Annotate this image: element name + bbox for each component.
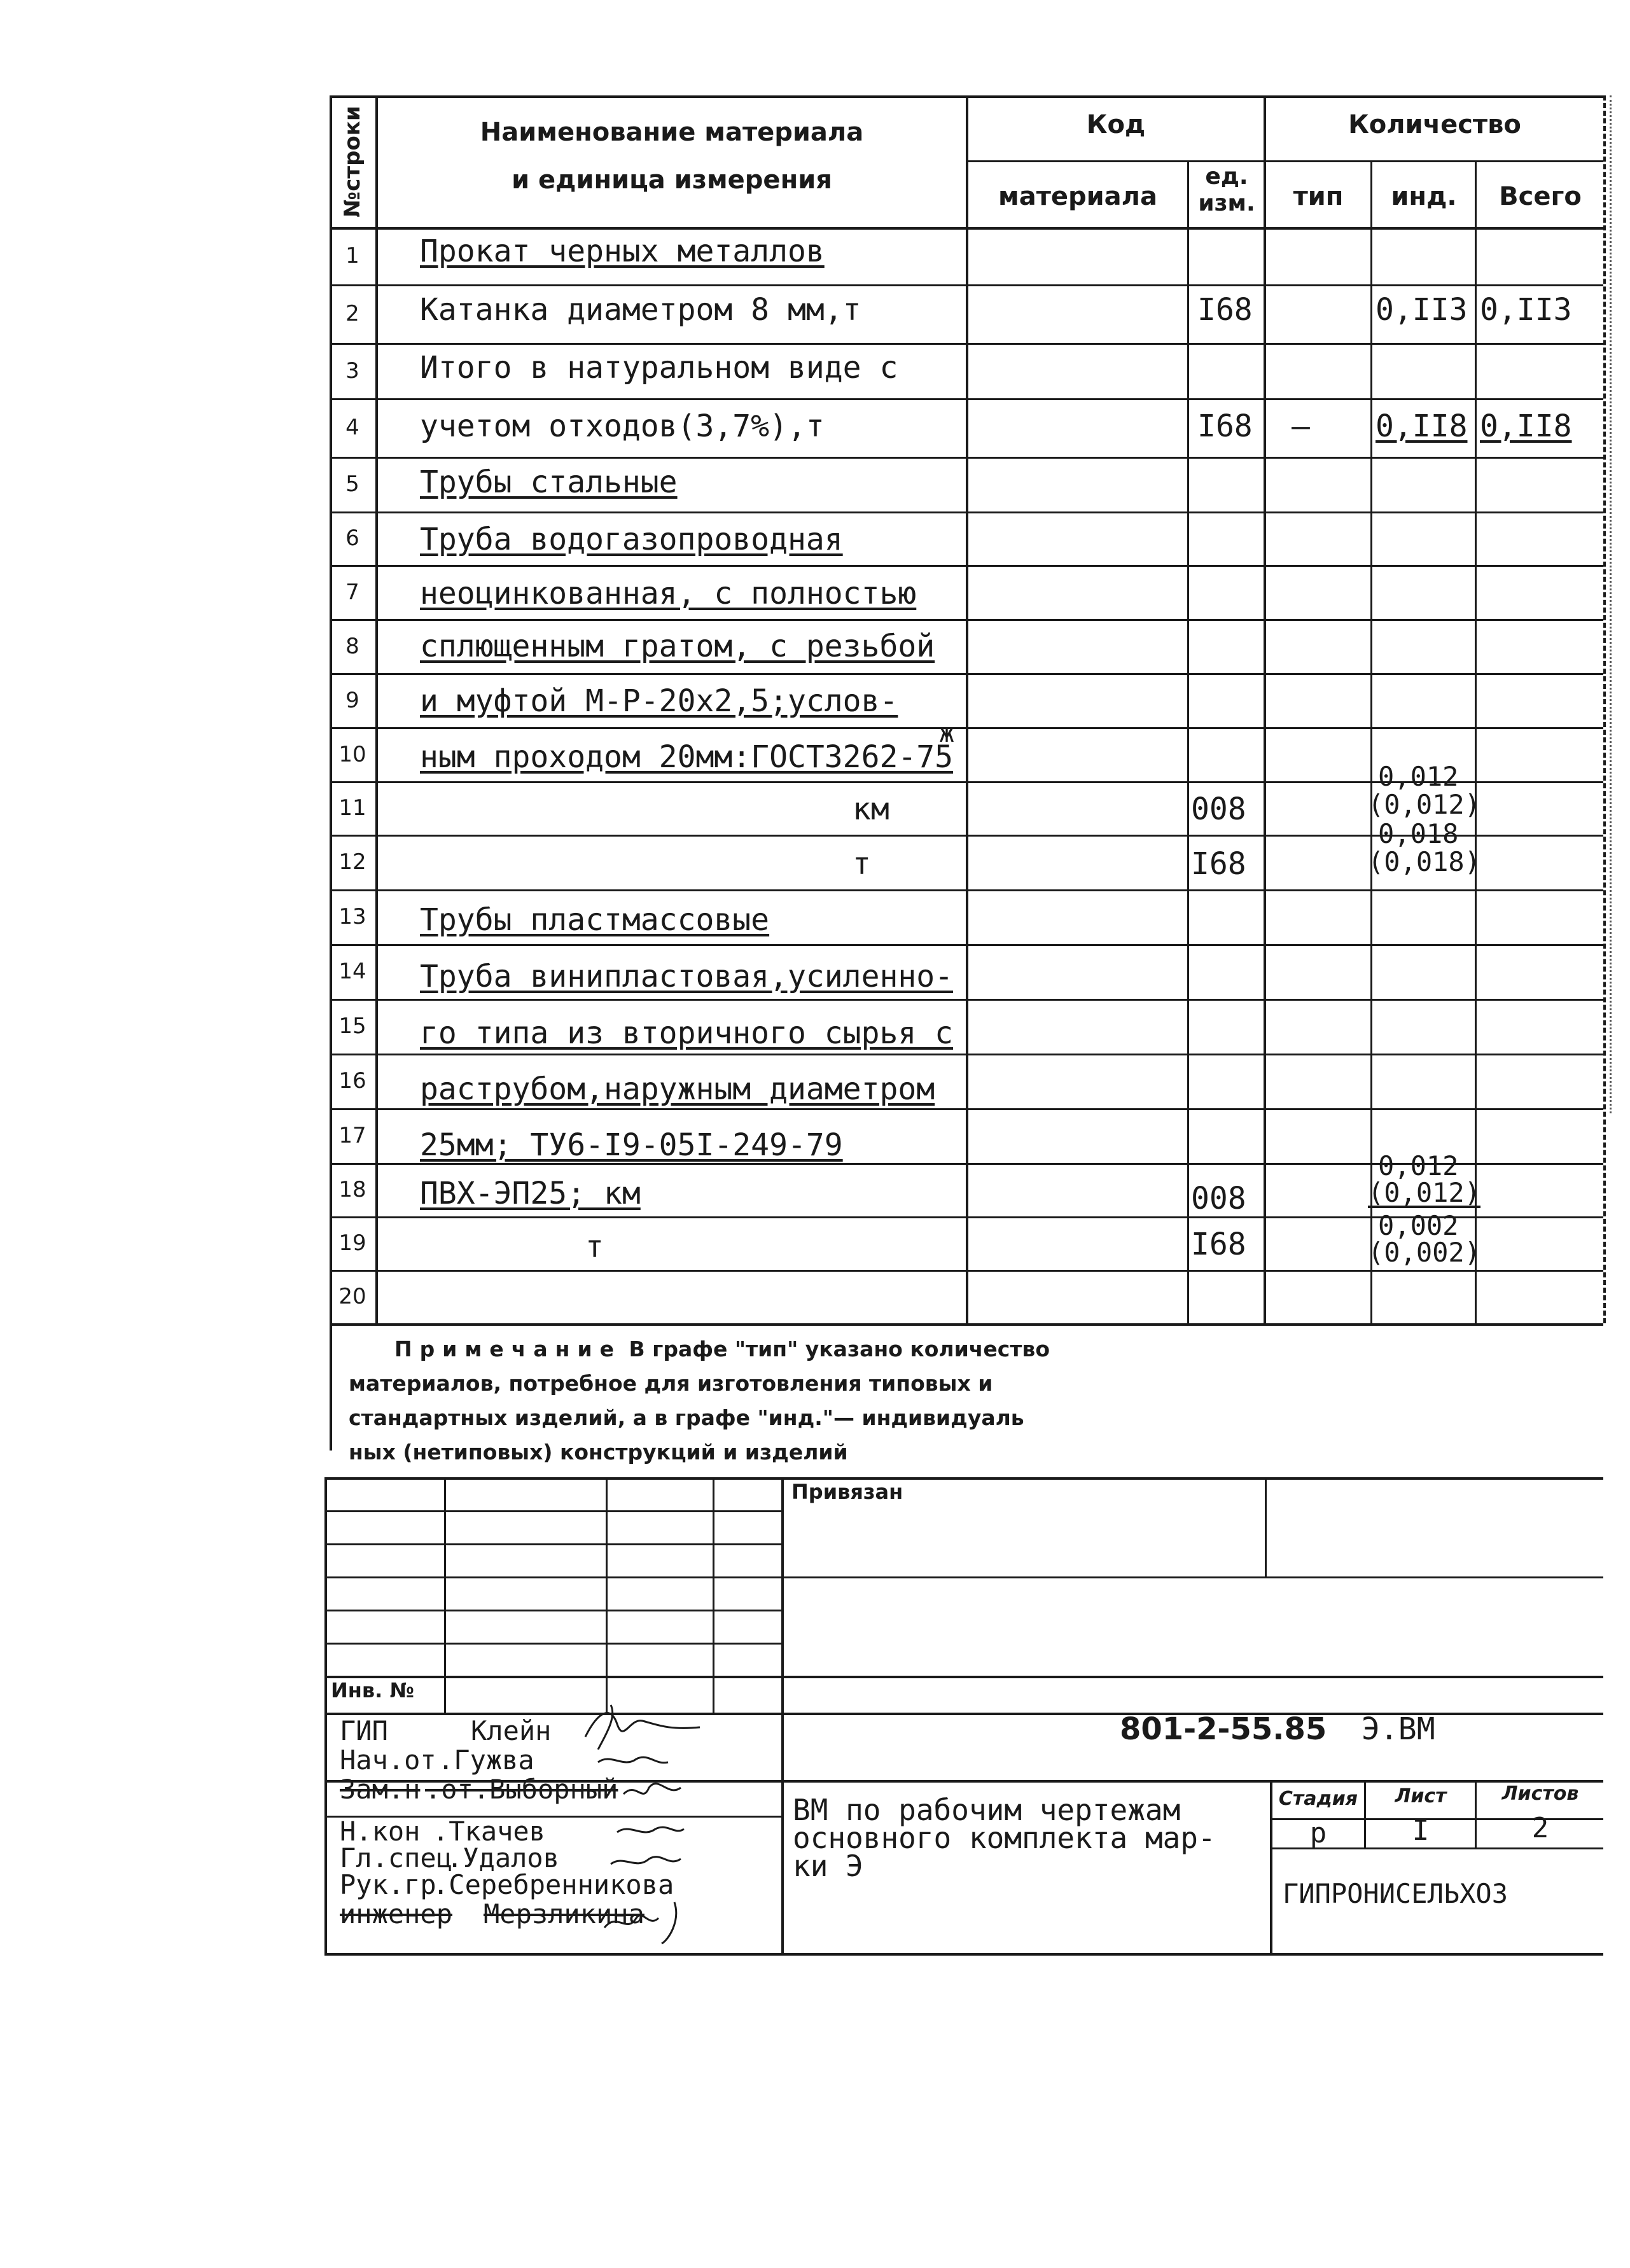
quantity-header: Количество [1348,110,1521,139]
document-title-line2: основного комплекта мар- [793,1821,1216,1855]
row-number: 6 [345,525,359,551]
document-title-line3: ки Э [793,1849,863,1883]
signatory-role: Н.кон [340,1816,421,1847]
unit-code: I68 [1197,408,1253,444]
signatory-name: Мерзликина [484,1898,644,1930]
ind-value-paren: (0,012) [1368,789,1481,820]
signatory-role: инженер [340,1898,453,1930]
row-number: 5 [345,471,359,497]
signatory-name: Клейн [471,1715,552,1746]
ind-value-paren: (0,012) [1368,1177,1481,1208]
row-number: 18 [338,1177,366,1202]
ind-value: 0,012 [1378,1150,1459,1181]
signatory-name: .Удалов [447,1842,560,1874]
ind-value-paren: (0,002) [1368,1237,1481,1268]
unit-code: I68 [1191,846,1246,882]
signatory-name: .Ткачев [433,1816,546,1847]
row-number: 17 [338,1123,366,1148]
row-number: 1 [345,243,359,268]
code-header: Код [1086,110,1146,139]
document-mark: Э.ВМ [1362,1711,1435,1747]
material-name: км [853,791,889,827]
material-name: го типа из вторичного сырья с [420,1015,954,1051]
type-header: тип [1293,182,1344,211]
organization-name: ГИПРОНИСЕЛЬХОЗ [1283,1878,1508,1909]
row-number: 4 [345,415,359,440]
row-number: 16 [338,1068,366,1094]
signatory-name: .от.Выборный [425,1774,618,1805]
signatory-role: ГИП [340,1715,388,1746]
scan-edge [1610,95,1612,1113]
material-name: Труба винипластовая,усиленно- [420,959,954,994]
material-name: Прокат черных металлов [420,233,825,269]
row-number: 10 [338,742,366,767]
row-number: 9 [345,688,359,713]
ind-value: 0,002 [1378,1210,1459,1241]
note-line1 [394,1332,1050,1367]
unit-header-line1: ед. [1205,163,1248,190]
stage-label: Стадия [1278,1788,1358,1810]
material-name: учетом отходов(3,7%),т [420,408,825,444]
note-lead: Примечание [394,1337,622,1361]
total-header: Всего [1499,182,1582,211]
row-number: 8 [345,634,359,659]
stage-value: р [1309,1817,1327,1849]
sheet-label: Лист [1395,1785,1447,1807]
name-header-line1: Наименование материала [480,118,864,147]
material-name: раструбом,наружным диаметром [420,1071,935,1107]
unit-header-line2: изм. [1198,190,1255,216]
ind-value: 0,012 [1378,761,1459,792]
unit-code: I68 [1191,1227,1246,1262]
row-number: 14 [338,959,366,984]
row-number-header: №строки [340,105,365,218]
row-number: 7 [345,580,359,605]
note-line4: ных (нетиповых) конструкций и изделий [349,1440,848,1464]
material-name: Труба водогазопроводная [420,522,843,557]
material-code-header: материала [998,182,1157,211]
ind-header: инд. [1391,182,1457,211]
material-name: т [585,1229,604,1265]
note-text: В графе "тип" указано количество [629,1337,1050,1361]
material-name: Трубы пластмассовые [420,902,770,938]
signatory-role: Нач.от [340,1744,436,1776]
unit-code: I68 [1197,292,1253,328]
row-number: 13 [338,904,366,929]
sheets-label: Листов [1501,1783,1579,1805]
sheet-value: I [1412,1814,1430,1847]
material-name: ным проходом 20мм:ГОСТ3262-75 [420,739,954,775]
document-code: 801-2-55.85 [1120,1711,1327,1747]
ind-value: 0,II3 [1376,292,1468,328]
material-name: сплющенным гратом, с резьбой [420,629,935,664]
row-number: 3 [345,358,359,384]
material-name: и муфтой М-Р-20х2,5;услов- [420,683,898,719]
material-name: ПВХ-ЭП25; км [420,1176,641,1211]
material-name: Итого в натуральном виде с [420,350,898,386]
total-value: 0,II8 [1480,408,1572,444]
unit-code: 008 [1191,791,1246,827]
material-name: 25мм; ТУ6-I9-05I-249-79 [420,1127,843,1163]
signatory-role: Зам.н [340,1774,421,1805]
footnote-mark: ж [939,719,955,748]
signatory-role: Гл.спец [340,1842,453,1874]
note-line2: материалов, потребное для изготовления типовых и [349,1371,993,1396]
ind-value-paren: (0,018) [1368,846,1481,877]
signatory-role: Рук.гр [340,1869,436,1900]
ind-value: 0,II8 [1376,408,1468,444]
row-number: 15 [338,1013,366,1039]
material-name: Катанка диаметром 8 мм,т [420,292,861,328]
row-number: 12 [338,849,366,875]
row-number: 19 [338,1230,366,1256]
handwritten-signatures [573,1692,725,1947]
signatory-name: .Серебренникова [433,1869,674,1900]
row-number: 2 [345,301,359,326]
material-name: т [853,846,871,882]
note-line3: стандартных изделий, а в графе "инд."— индивидуаль [349,1405,1024,1430]
inventory-number-label: Инв. № [331,1678,414,1702]
signatory-name: .Гужва [438,1744,534,1776]
row-number: 11 [338,795,366,821]
unit-code: 008 [1191,1181,1246,1216]
material-name: Трубы стальные [420,464,678,500]
row-number: 20 [338,1284,366,1309]
type-value: – [1292,408,1310,444]
ind-value: 0,018 [1378,818,1459,849]
material-name: неоцинкованная, с полностью [420,576,917,611]
document-title-line1: ВМ по рабочим чертежам [793,1793,1181,1827]
attached-label: Привязан [791,1480,903,1504]
total-value: 0,II3 [1480,292,1572,328]
sheets-value: 2 [1531,1812,1549,1844]
name-header-line2: и единица измерения [512,165,832,195]
